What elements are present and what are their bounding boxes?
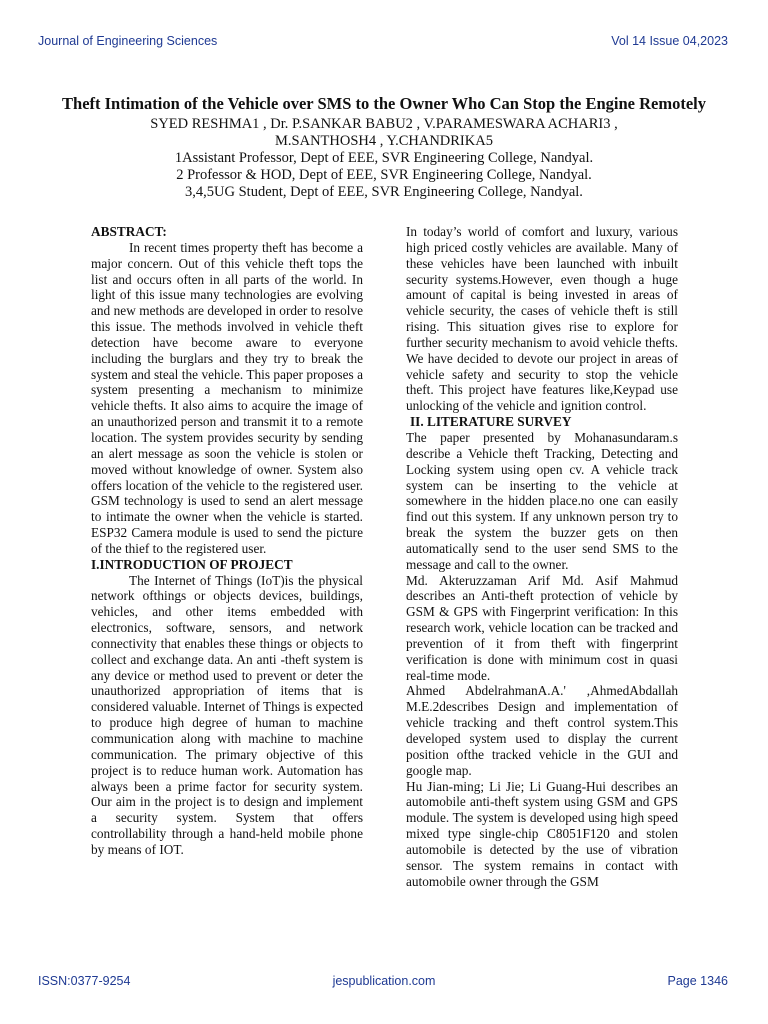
affiliation-1: 1Assistant Professor, Dept of EEE, SVR Engineering College, Nandyal. <box>174 150 594 166</box>
affiliation-3: 3,4,5UG Student, Dept of EEE, SVR Engineering College, Nandyal. <box>185 184 583 200</box>
right-column <box>406 224 678 889</box>
abstract-text: In recent times property theft has become a major concern. Out of this vehicle theft tops the list and occurs often in all parts of the world. In light of this issue many technologies are evolving and new methods are developed in order to resolve this issue. The methods involved in vehicle theft detection have become aware to everyone including the burglars and they try to break the system and steal the vehicle. This paper proposes a system presenting a mechanism to minimize vehicle thefts. It also aims to acquire the image of an unauthorized person and transmit it to a remote location. The system provides security by sending an alert message as soon the vehicle is stolen or moved without knowledge of owner. System also offers location of the vehicle to the registered user. GSM technology is used to send an alert message to intimate the owner when the vehicle is started. ESP32 Camera module is used to send the picture of the thief to the registered user. <box>91 239 363 556</box>
literature-paragraph: Md. Akteruzzaman Arif Md. Asif Mahmud describes an Anti-theft protection of vehicle by GSM & GPS with Fingerprint verification: In this research work, vehicle location can be tracked and prevention of it from theft with fingerprint verification is done with minimum cost in quasi real-time mode. <box>406 572 678 683</box>
website-link[interactable]: jespublication.com <box>332 974 436 988</box>
abstract-heading: ABSTRACT: <box>91 224 167 239</box>
introduction-continued: In today’s world of comfort and luxury, various high priced costly vehicles are available. Many of these vehicles have been launched with inbuilt security systems.However, even though a huge amount of capital is being invested in areas of vehicle security, the cases of vehicle theft is still rising. This situation gives rise to explore for further security mechanism to avoid vehicle thefts. We have decided to devote our project in areas of vehicle safety and security to stop the vehicle theft. This project have features like,Keypad use unlocking of the vehicle and ignition control. <box>406 224 678 414</box>
introduction-text: The Internet of Things (IoT)is the physical network ofthings or objects devices, buildings, vehicles, and other items embedded with electronics, software, sensors, and network connectivity that enables these things or objects to collect and exchange data. An anti -theft system is any device or method used to prevent or deter the unauthorized appropriation of items that is considered valuable. Internet of Things is expected to produce high degree of human to machine communication along with machine to machine communication. The primary objective of this project is to reduce human work. Automation has always been a prime factor for security system. Our aim in the project is to design and implement a security system. System that offers controllability through a hand-held mobile phone by means of IOT. <box>91 572 363 857</box>
issn: ISSN:0377-9254 <box>38 974 131 988</box>
volume-issue: Vol 14 Issue 04,2023 <box>611 34 728 48</box>
paper-title: Theft Intimation of the Vehicle over SMS to the Owner Who Can Stop the Engine Remotely <box>62 94 706 113</box>
left-column <box>91 224 363 858</box>
literature-paragraph: Hu Jian-ming; Li Jie; Li Guang-Hui describes an automobile anti-theft system using GSM and GPS module. The system is developed using high speed mixed type single-chip C8051F120 and stolen automobile is detected by the use of vibration sensor. The system remains in contact with automobile owner through the GSM <box>406 778 678 889</box>
page-number: Page 1346 <box>667 974 728 988</box>
title-block <box>60 94 708 201</box>
introduction-heading: I.INTRODUCTION OF PROJECT <box>91 556 293 572</box>
authors-line-1: SYED RESHMA1 , Dr. P.SANKAR BABU2 , V.PARAMESWARA ACHARI3 , <box>150 116 618 132</box>
authors-line-2: M.SANTHOSH4 , Y.CHANDRIKA5 <box>275 133 493 149</box>
literature-paragraph: The paper presented by Mohanasundaram.s describe a Vehicle theft Tracking, Detecting and Locking system using open cv. A vehicle track system can be inserting to the vehicle at somewhere in the hidden place.no one can easily find out this system. If any unknown person try to break the system the buzzer gets on then automatically send to the user send SMS to the message and call to the owner. <box>406 429 678 572</box>
literature-paragraph: Ahmed AbdelrahmanA.A.' ,AhmedAbdallah M.E.2describes Design and implementation of vehicle tracking and theft control system.This developed system used to display the current position ofthe tracked vehicle in the GUI and google map. <box>406 683 678 778</box>
journal-name: Journal of Engineering Sciences <box>38 34 218 48</box>
literature-survey-heading: II. LITERATURE SURVEY <box>410 414 572 430</box>
affiliation-2: 2 Professor & HOD, Dept of EEE, SVR Engineering College, Nandyal. <box>176 167 592 183</box>
